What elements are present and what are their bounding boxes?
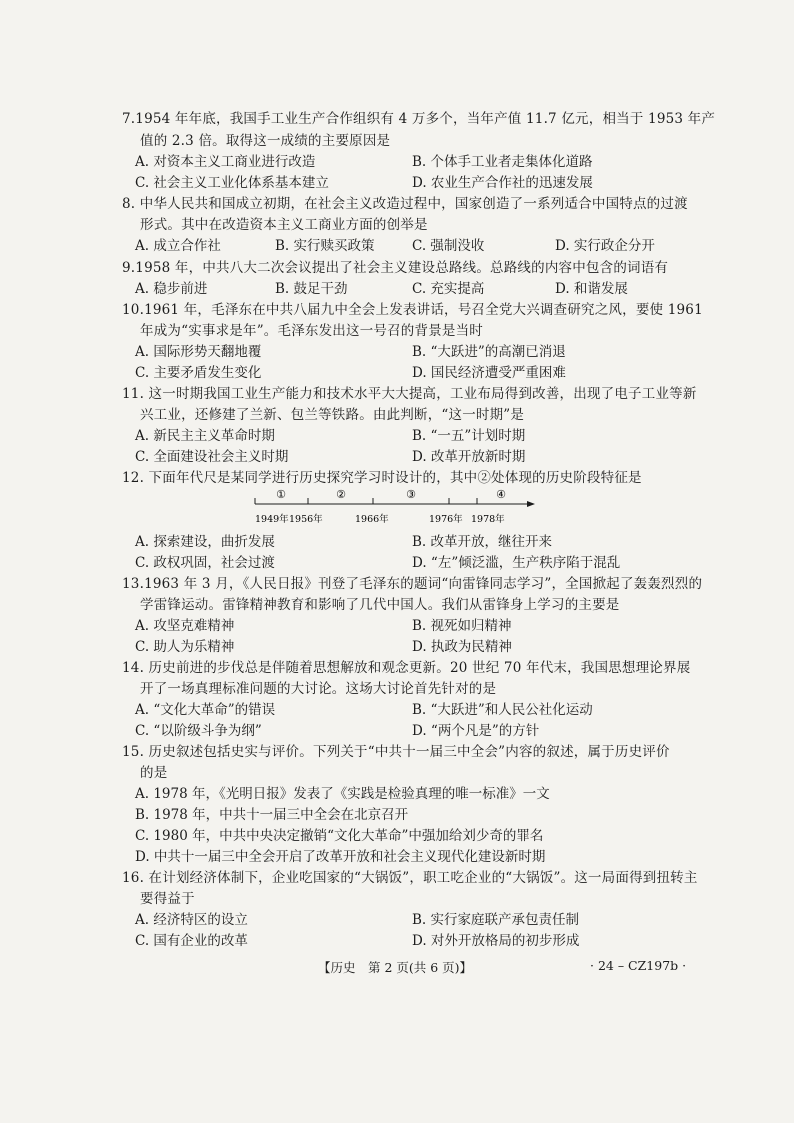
question-8-option-a[interactable]: A. 成立合作社	[135, 238, 221, 254]
question-13-line-1: 13.1963 年 3 月，《人民日报》刊登了毛泽东的题词“向雷锋同志学习”，全国掀起了轰轰烈烈的	[122, 576, 703, 592]
question-9-line-1: 9.1958 年，中共八大二次会议提出了社会主义建设总路线。总路线的内容中包含的词语有	[122, 260, 669, 276]
question-8-option-c[interactable]: C. 强制没收	[412, 238, 485, 254]
exam-code-footer: · 24 – CZ197b ·	[590, 958, 687, 973]
question-10-option-a[interactable]: A. 国际形势天翻地覆	[135, 344, 262, 360]
question-13-option-d[interactable]: D. 执政为民精神	[412, 639, 512, 655]
question-8-line-2: 形式。其中在改造资本主义工商业方面的创举是	[140, 217, 428, 233]
timeline-year-1978: 1978年	[471, 514, 505, 525]
question-11-line-1: 11. 这一时期我国工业生产能力和技术水平大大提高，工业布局得到改善，出现了电子工业等新	[122, 386, 697, 402]
question-13-line-2: 学雷锋运动。雷锋精神教育和影响了几代中国人。我们从雷锋身上学习的主要是	[140, 597, 620, 613]
question-8-option-b[interactable]: B. 实行赎买政策	[275, 238, 375, 254]
question-7-line-1: 7.1954 年年底，我国手工业生产合作组织有 4 万多个，当年产值 11.7 亿元，相当于 1953 年产	[122, 111, 716, 127]
question-9-option-c[interactable]: C. 充实提高	[412, 281, 485, 297]
question-12-option-d[interactable]: D. “左”倾泛滥，生产秩序陷于混乱	[412, 555, 621, 571]
question-7-option-a[interactable]: A. 对资本主义工商业进行改造	[135, 154, 316, 170]
question-10-option-d[interactable]: D. 国民经济遭受严重困难	[412, 365, 566, 381]
timeline-year-1966: 1966年	[355, 514, 389, 525]
question-16-option-a[interactable]: A. 经济特区的设立	[135, 912, 248, 928]
timeline-year-1949: 1949年	[255, 514, 289, 525]
timeline-year-1956: 1956年	[289, 514, 323, 525]
question-9-option-d[interactable]: D. 和谐发展	[555, 281, 628, 297]
question-10-line-2: 年成为“实事求是年”。毛泽东发出这一号召的背景是当时	[140, 323, 484, 339]
question-15-option-c[interactable]: C. 1980 年，中共中央决定撤销“文化大革命”中强加给刘少奇的罪名	[135, 828, 544, 844]
question-8-option-d[interactable]: D. 实行政企分开	[555, 238, 655, 254]
timeline-ruler	[245, 486, 545, 530]
question-7-option-d[interactable]: D. 农业生产合作社的迅速发展	[412, 175, 593, 191]
question-12-option-a[interactable]: A. 探索建设，曲折发展	[135, 534, 275, 550]
question-13-option-a[interactable]: A. 攻坚克难精神	[135, 618, 235, 634]
question-13-option-b[interactable]: B. 视死如归精神	[412, 618, 512, 634]
question-16-line-1: 16. 在计划经济体制下，企业吃国家的“大锅饭”，职工吃企业的“大锅饭”。这一局面得到扭转主	[122, 870, 698, 886]
question-9-option-b[interactable]: B. 鼓足干劲	[275, 281, 348, 297]
question-16-option-d[interactable]: D. 对外开放格局的初步形成	[412, 933, 580, 949]
timeline-mark-4: ④	[496, 488, 506, 501]
timeline-arrow-icon	[527, 501, 535, 507]
question-10-line-1: 10.1961 年，毛泽东在中共八届九中全会上发表讲话，号召全党大兴调查研究之风，要使 1961	[122, 302, 703, 318]
question-11-option-c[interactable]: C. 全面建设社会主义时期	[135, 449, 289, 465]
question-14-option-b[interactable]: B. “大跃进”和人民公社化运动	[412, 702, 593, 718]
question-7-line-2: 值的 2.3 倍。取得这一成绩的主要原因是	[140, 133, 391, 149]
question-7-option-b[interactable]: B. 个体手工业者走集体化道路	[412, 154, 593, 170]
question-15-line-2: 的是	[140, 765, 168, 781]
question-15-option-a[interactable]: A. 1978 年，《光明日报》发表了《实践是检验真理的唯一标准》一文	[135, 786, 550, 802]
question-10-option-c[interactable]: C. 主要矛盾发生变化	[135, 365, 262, 381]
question-16-option-b[interactable]: B. 实行家庭联产承包责任制	[412, 912, 580, 928]
timeline-mark-2: ②	[336, 488, 346, 501]
question-8-line-1: 8. 中华人民共和国成立初期，在社会主义改造过程中，国家创造了一系列适合中国特点的过渡	[122, 196, 688, 212]
question-14-option-d[interactable]: D. “两个凡是”的方针	[412, 723, 540, 739]
question-9-option-a[interactable]: A. 稳步前进	[135, 281, 208, 297]
question-15-option-d[interactable]: D. 中共十一届三中全会开启了改革开放和社会主义现代化建设新时期	[135, 849, 546, 865]
question-15-option-b[interactable]: B. 1978 年，中共十一届三中全会在北京召开	[135, 807, 409, 823]
question-14-option-a[interactable]: A. “文化大革命”的错误	[135, 702, 276, 718]
question-11-line-2: 兴工业，还修建了兰新、包兰等铁路。由此判断，“这一时期”是	[140, 407, 525, 423]
question-13-option-c[interactable]: C. 助人为乐精神	[135, 639, 235, 655]
question-14-line-2: 开了一场真理标准问题的大讨论。这场大讨论首先针对的是	[140, 681, 497, 697]
question-7-option-c[interactable]: C. 社会主义工业化体系基本建立	[135, 175, 329, 191]
timeline-year-1976: 1976年	[429, 514, 463, 525]
question-12-option-b[interactable]: B. 改革开放，继往开来	[412, 534, 553, 550]
question-11-option-d[interactable]: D. 改革开放新时期	[412, 449, 526, 465]
question-11-option-b[interactable]: B. “一五”计划时期	[412, 428, 526, 444]
timeline-mark-3: ③	[406, 488, 416, 501]
question-16-option-c[interactable]: C. 国有企业的改革	[135, 933, 248, 949]
question-11-option-a[interactable]: A. 新民主主义革命时期	[135, 428, 275, 444]
question-10-option-b[interactable]: B. “大跃进”的高潮已消退	[412, 344, 566, 360]
page-number-footer: 【历史 第 2 页(共 6 页)】	[318, 960, 473, 975]
timeline-mark-1: ①	[276, 488, 286, 501]
question-14-line-1: 14. 历史前进的步伐总是伴随着思想解放和观念更新。20 世纪 70 年代末，我国思想理论界展	[122, 660, 691, 676]
question-12-line-1: 12. 下面年代尺是某同学进行历史探究学习时设计的，其中②处体现的历史阶段特征是	[122, 470, 642, 486]
question-12-option-c[interactable]: C. 政权巩固，社会过渡	[135, 555, 275, 571]
question-15-line-1: 15. 历史叙述包括史实与评价。下列关于“中共十一届三中全会”内容的叙述，属于历史评价	[122, 744, 670, 760]
question-14-option-c[interactable]: C. “以阶级斗争为纲”	[135, 723, 262, 739]
question-16-line-2: 要得益于	[140, 891, 195, 907]
